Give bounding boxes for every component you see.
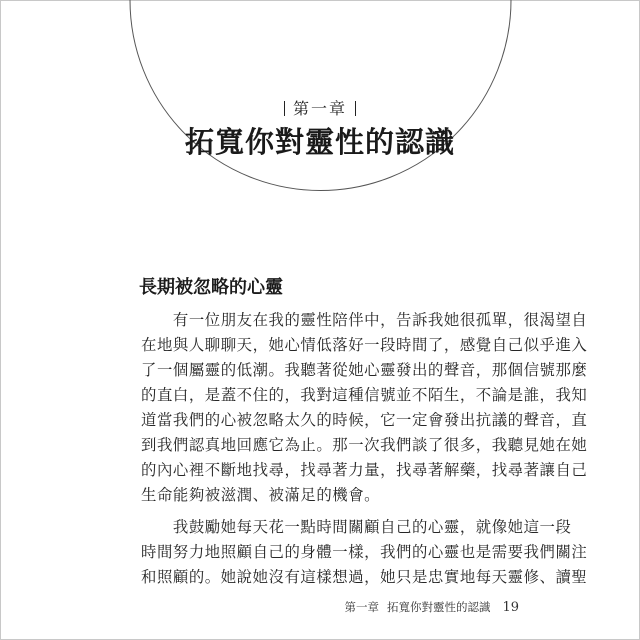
body-line: 我鼓勵她每天花一點時間關顧自己的心靈，就像她這一段	[141, 518, 572, 536]
running-head-title: 拓寬你對靈性的認識	[386, 600, 491, 614]
body-line: 生命能夠被滋潤、被滿足的機會。	[141, 486, 381, 504]
body-line: 的內心裡不斷地找尋，找尋著力量，找尋著解藥，找尋著讓自己	[141, 461, 588, 479]
page-footer	[344, 599, 519, 615]
body-text	[141, 308, 588, 590]
paragraph	[141, 308, 588, 508]
body-line: 在地與人聊聊天，她心情低落好一段時間了，感覺自己似乎進入	[141, 336, 588, 354]
chapter-label	[0, 96, 640, 119]
page-number: 19	[502, 600, 519, 615]
running-head	[344, 600, 490, 614]
divider-bar-left	[284, 101, 285, 116]
divider-bar-right	[355, 101, 356, 116]
body-line: 了一個屬靈的低潮。我聽著從她心靈發出的聲音，那個信號那麼	[141, 361, 588, 379]
chapter-label-text: 第一章	[292, 99, 347, 118]
paragraph	[141, 515, 588, 590]
paragraph-gap	[141, 508, 501, 515]
section-heading: 長期被忽略的心靈	[139, 277, 283, 298]
running-head-chapter: 第一章	[344, 600, 379, 614]
chapter-title: 拓寬你對靈性的認識	[184, 125, 455, 159]
body-line: 道當我們的心被忽略太久的時候，它一定會發出抗議的聲音，直	[141, 411, 588, 429]
body-line: 的直白，是蓋不住的，我對這種信號並不陌生，不論是誰，我知	[141, 386, 588, 404]
body-line: 到我們認真地回應它為止。那一次我們談了很多，我聽見她在她	[141, 436, 588, 454]
body-line: 時間努力地照顧自己的身體一樣，我們的心靈也是需要我們關注	[141, 543, 588, 561]
body-line: 和照顧的。她說她沒有這樣想過，她只是忠實地每天靈修、讀聖	[141, 568, 588, 586]
body-line: 有一位朋友在我的靈性陪伴中，告訴我她很孤單，很渴望自	[141, 311, 588, 329]
